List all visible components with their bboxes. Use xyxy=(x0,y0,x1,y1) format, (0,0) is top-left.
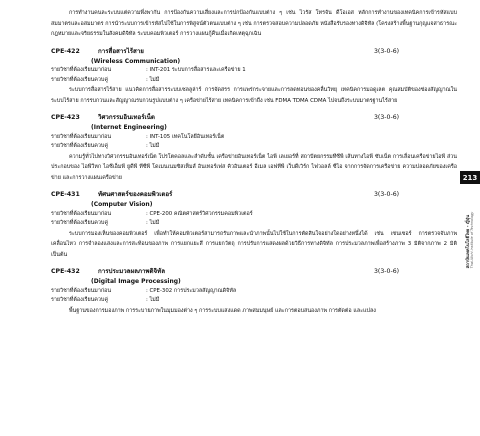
course-title-english: (Computer Vision) xyxy=(91,201,153,209)
prerequisite-label: รายวิชาที่ต้องเรียนมาก่อน xyxy=(51,67,112,74)
corequisite-label: รายวิชาที่ต้องเรียนควบคู่ xyxy=(51,220,108,227)
course-credit: 3(3-0-6) xyxy=(374,114,400,122)
course-description: พื้นฐานของการมองภาพ การระบายภาพในมุมมองต่าง ๆ การระบบแสงแดด ภาพสมมนุษย์ และการตอบสนองภาพ การตัดต่อ และแปลง xyxy=(69,307,376,314)
prerequisite-value: : INT-105 เทคโนโลยีอินเทอร์เน็ต xyxy=(146,133,225,140)
institute-name-english: Thai-Nichi Institute of Technology xyxy=(470,211,474,269)
corequisite-label: รายวิชาที่ต้องเรียนควบคู่ xyxy=(51,143,108,150)
course-description: ระบบการมองเห็นของคอมพิวเตอร์ เพื่อทำให้คอมพิวเตอร์สามารถรับภาพและนำภาพนั้นไปใช้ในการตัดสินใจอย่างใดอย่างหนึ่งได้ เช่น เซนเซอร์ การตรวจจับภาพเคลื่อนไหว การจำลองแสงและการสะท้อนของภาพ การแยกแยะสี การแยกวัตถุ การปรับการแสดงผลด้วยวิธีการทางดิจิทัล การประมวลภาพเพื่อสร้างภาพ 3 มิติจากภาพ 2 มิติ เป็นต้น xyxy=(51,230,457,258)
page-number-tab xyxy=(460,171,480,184)
course-description: ระบบการสื่อสารไร้สาย แนวคิดการสื่อสารระบบเซลลูล่าร์ การจัดสรร การแพร่กระจายและการลดทอนของคลื่นวิทยุ เทคนิคการมอดูเลต คุณสมบัติของช่องสัญญาณในระบบไร้สาย การรบกวนและสัญญาณรบกวนรูปแบบต่าง ๆ เครือข่ายไร้สาย เทคนิคการเข้าถึง เช่น FDMA TDMA CDMA ไปจนถึงระบบมาตรฐานไร้สาย xyxy=(51,87,457,104)
course-block xyxy=(51,113,457,183)
course-title-thai: วิศวกรรมอินเทอร์เน็ต xyxy=(98,114,155,122)
corequisite-line xyxy=(51,219,457,228)
corequisite-line xyxy=(51,142,457,151)
prerequisite-line xyxy=(51,210,457,219)
prerequisite-line xyxy=(51,287,457,296)
corequisite-value: : ไม่มี xyxy=(146,220,160,227)
course-code: CPE-422 xyxy=(51,47,80,55)
prerequisite-line xyxy=(51,66,457,75)
prerequisite-label: รายวิชาที่ต้องเรียนมาก่อน xyxy=(51,287,112,294)
prerequisite-label: รายวิชาที่ต้องเรียนมาก่อน xyxy=(51,133,112,140)
intro-paragraph: การทำงานคนละระบบแต่ความพึ่งพากัน การป้องกันความเสี่ยงและการปกป้องกันแบบต่าง ๆ เช่น ไวรัส โทรจัน ดีโอเอส หลักการทำงานของเทคนิคการเข้ารหัสแบบสมมาตรและอสมมาตร การนำระบบการเข้ารหัสไปใช้ในการพิสูจน์ตัวตนแบบต่าง ๆ เช่น การตรวจสอบความปลอดภัย หนังสือรับรองทางดิจิทัล (โครงสร้างพื้นฐานกุญแจสาธารณะ กฎหมายและจริยธรรมในสังคมดิจิทัล ระบบคอมพิวเตอร์ การวางแผนกู้คืนเมื่อเกิดเหตุฉุกเฉิน xyxy=(51,10,457,38)
corequisite-label: รายวิชาที่ต้องเรียนควบคู่ xyxy=(51,297,108,304)
institute-side-label xyxy=(465,190,475,290)
course-title-english: (Internet Engineering) xyxy=(91,124,167,132)
corequisite-label: รายวิชาที่ต้องเรียนควบคู่ xyxy=(51,76,108,83)
institute-name xyxy=(465,212,475,269)
course-header xyxy=(51,190,457,200)
course-title-thai: การสื่อสารไร้สาย xyxy=(98,47,144,55)
course-block xyxy=(51,190,457,260)
course-credit: 3(3-0-6) xyxy=(374,268,400,276)
course-title-english: (Wireless Communication) xyxy=(91,57,181,65)
course-header xyxy=(51,47,457,57)
course-title-thai: ทัศนศาสตร์ของคอมพิวเตอร์ xyxy=(98,191,173,199)
document-page xyxy=(51,8,457,316)
course-header xyxy=(51,267,457,277)
corequisite-value: : ไม่มี xyxy=(146,76,160,83)
page-number: 213 xyxy=(462,173,478,182)
course-code: CPE-432 xyxy=(51,268,80,276)
course-header xyxy=(51,113,457,123)
prerequisite-value: : INT-201 ระบบการสื่อสารและเครือข่าย 1 xyxy=(146,67,246,74)
corequisite-line xyxy=(51,76,457,85)
corequisite-value: : ไม่มี xyxy=(146,297,160,304)
course-title-thai: การประมวลผลภาพดิจิทัล xyxy=(98,268,166,276)
course-code: CPE-423 xyxy=(51,114,80,122)
institute-name-thai: สถาบันเทคโนโลยีไทย - ญี่ปุ่น xyxy=(465,214,470,269)
prerequisite-line xyxy=(51,133,457,142)
course-block xyxy=(51,47,457,107)
corequisite-line xyxy=(51,296,457,305)
prerequisite-value: : CPE-302 การประมวลสัญญาณดิจิทัล xyxy=(146,287,237,294)
course-code: CPE-431 xyxy=(51,191,80,199)
course-credit: 3(3-0-6) xyxy=(374,191,400,199)
course-block xyxy=(51,267,457,316)
prerequisite-label: รายวิชาที่ต้องเรียนมาก่อน xyxy=(51,210,112,217)
course-title-english: (Digital Image Processing) xyxy=(91,278,181,286)
course-credit: 3(3-0-6) xyxy=(374,47,400,55)
course-description: ความรู้ทั่วไปทางวิศวกรรมอินเทอร์เน็ต โปรโตคอลและลำดับชั้น เครือข่ายอินเทอร์เน็ต ไอพี เลเยอร์ที่ สถาปัตยกรรมทีซีพี เส้นทางไอพี ซับเน็ต การเลื่อนเครือข่ายไอพี ส่วนประกอบของ ไอพีวีหก ไอซีเอ็มพี ยูดีพี ทีซีพี โดเมนเนมซิสเท็มส์ อินเทอร์เฟส คิวอินเตอร์ อีเมล เอฟทีพี เว็บดีเวิร์ก ไฟวอลล์ ซีไอ จากการจัดการเครือข่าย ความปลอดภัยของเครือข่าย และการวางแผนเครือข่าย xyxy=(51,153,457,181)
corequisite-value: : ไม่มี xyxy=(146,143,160,150)
prerequisite-value: : CPE-200 คณิตศาสตร์วิศวกรรมคอมพิวเตอร์ xyxy=(146,210,253,217)
